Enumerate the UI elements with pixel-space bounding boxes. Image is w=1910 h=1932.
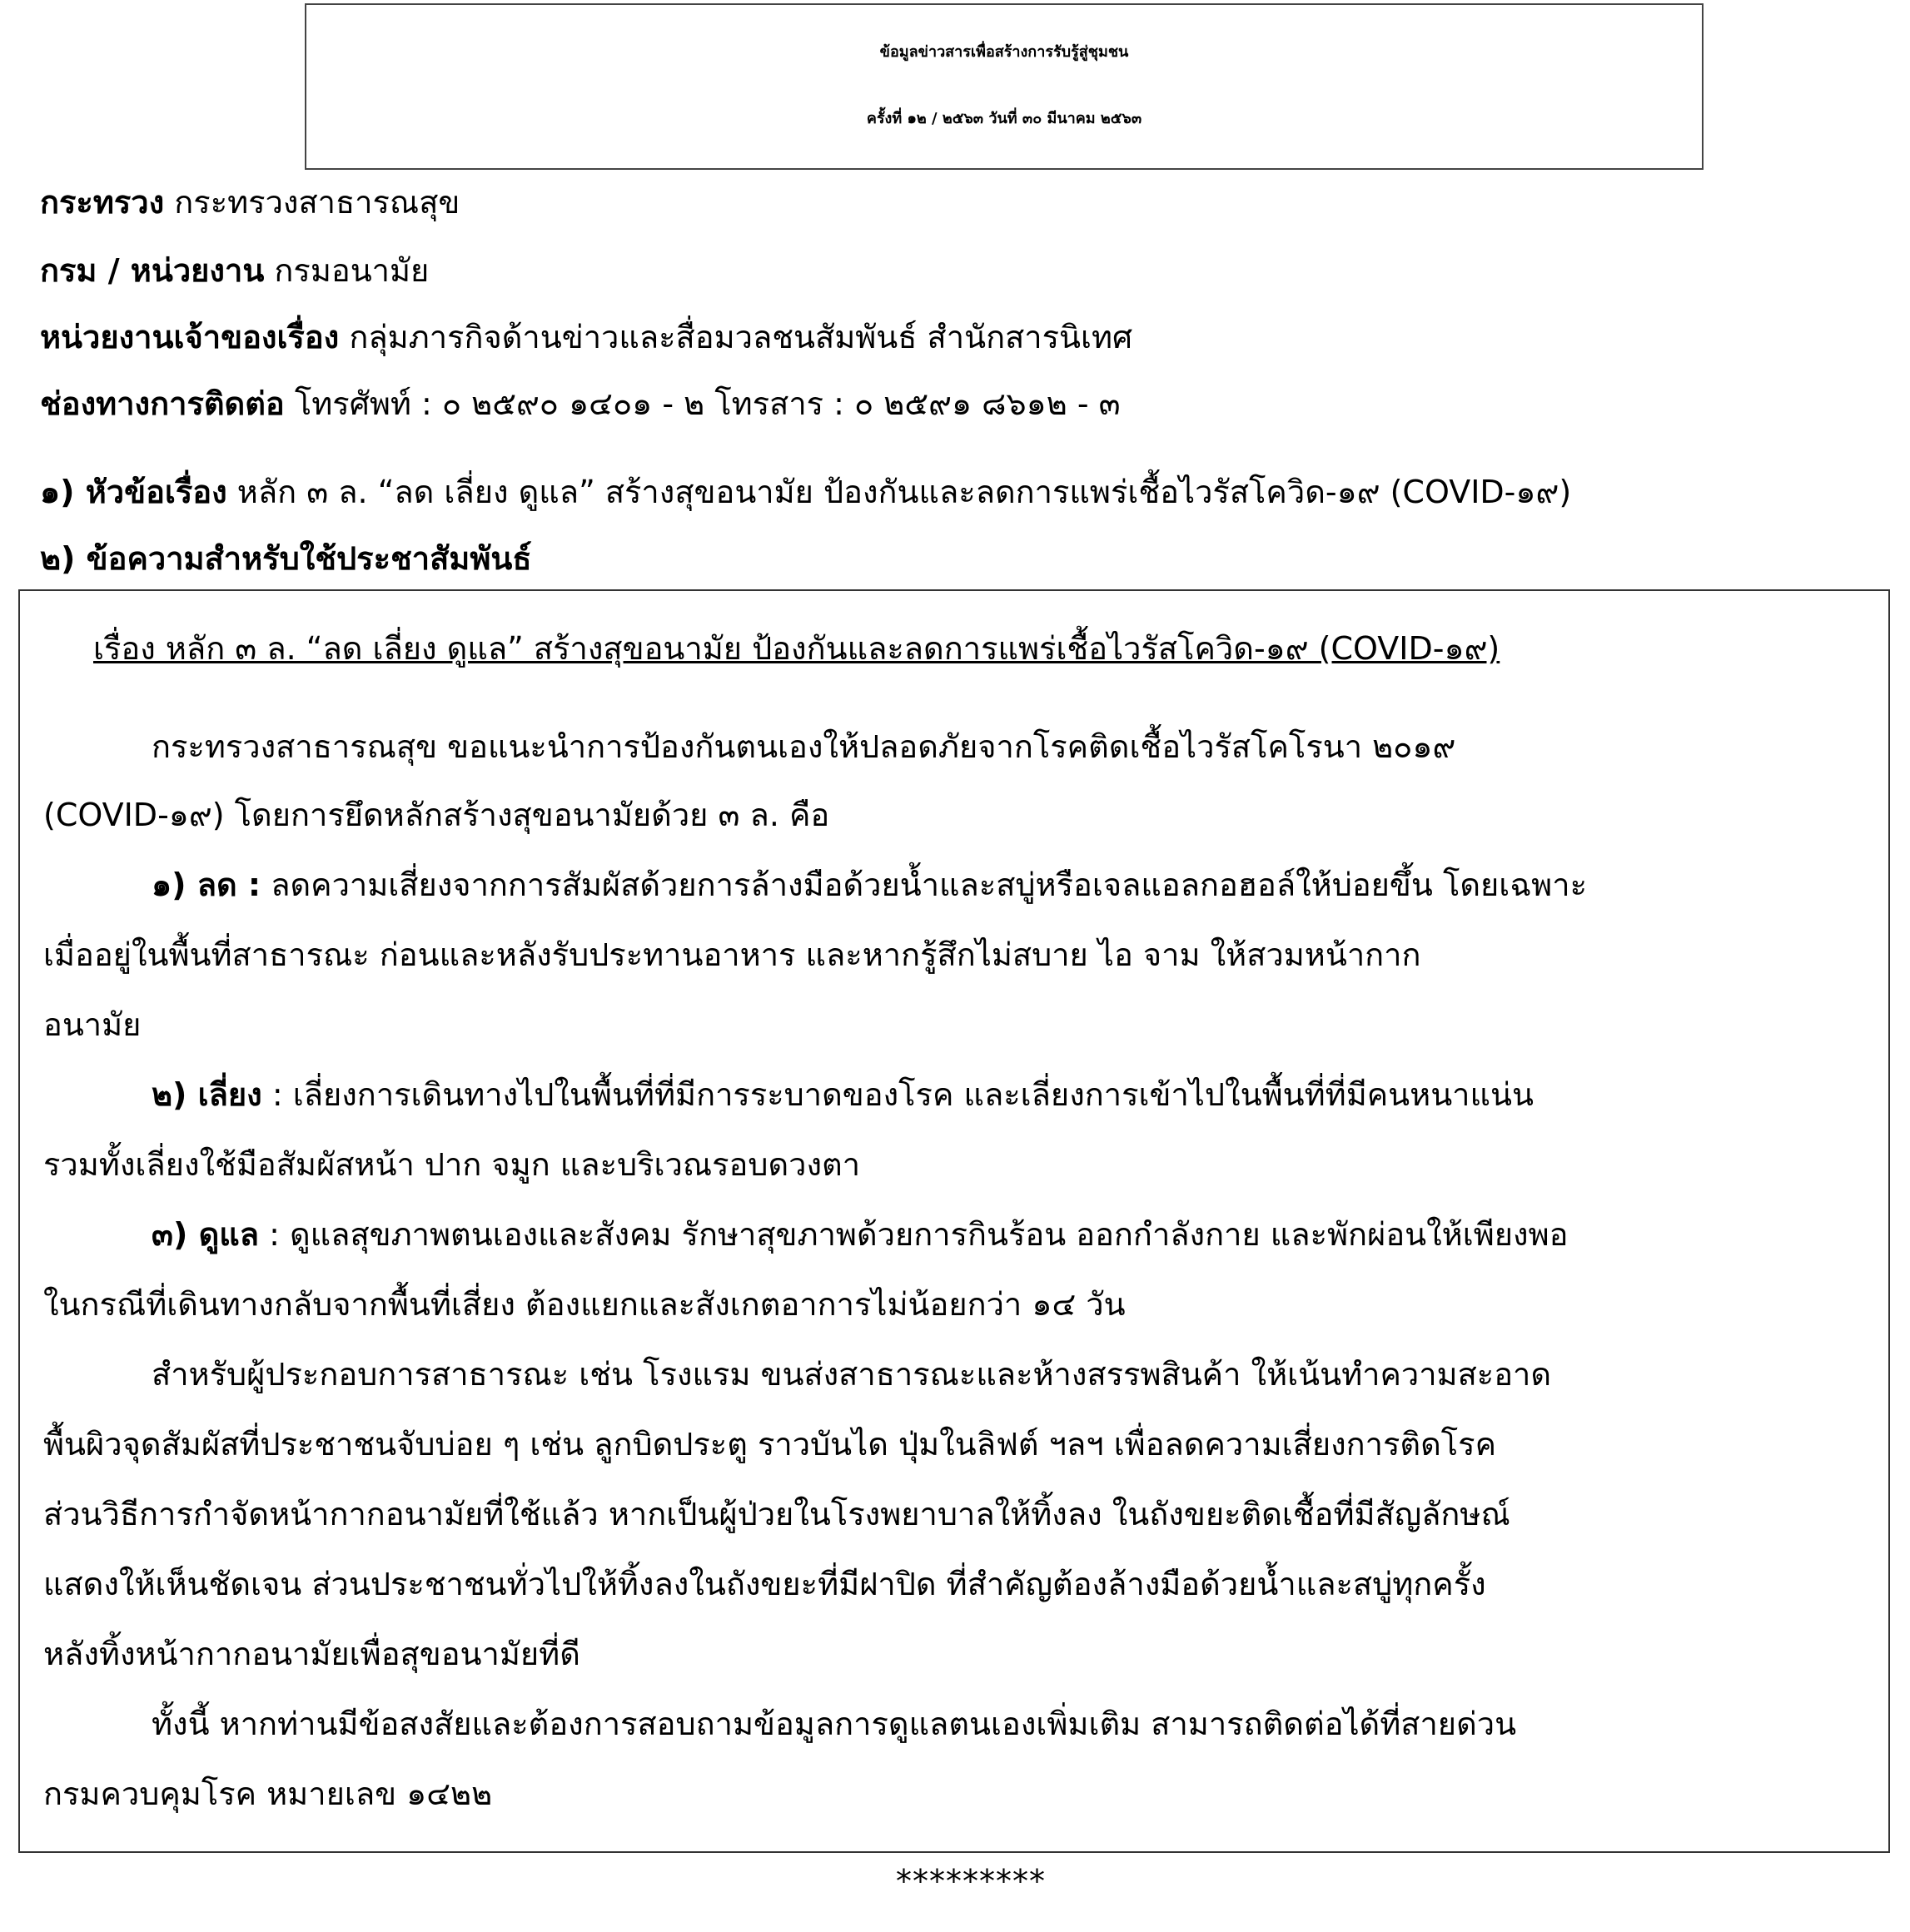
point-3-label: ๓) ดูแล (152, 1216, 260, 1253)
intro-line-1: กระทรวงสาธารณสุข ขอแนะนำการป้องกันตนเองให้ปลอดภัยจากโรคติดเชื้อไวรัสโคโรนา ๒๐๑๙ (152, 728, 1456, 765)
header-issue-date: ครั้งที่ ๑๒ / ๒๕๖๓ วันที่ ๓๐ มีนาคม ๒๕๖๓ (866, 110, 1142, 127)
point-3-text: : ดูแลสุขภาพตนเองและสังคม รักษาสุขภาพด้วยการกินร้อน ออกกำลังกาย และพักผ่อนให้เพียงพอ (259, 1216, 1569, 1253)
point-1-text: ลดความเสี่ยงจากการสัมผัสด้วยการล้างมือด้วยน้ำและสบู่หรือเจลแอลกอฮอล์ให้บ่อยขึ้น โดยเฉพาะ (261, 867, 1587, 903)
meta-department (40, 252, 430, 289)
point-1-label: ๑) ลด : (152, 867, 261, 903)
meta-contact (40, 385, 1121, 422)
point-1-line-2: เมื่ออยู่ในพื้นที่สาธารณะ ก่อนและหลังรับประทานอาหาร และหากรู้สึกไม่สบาย ไอ จาม ให้สวมหน้ากาก (43, 936, 1421, 973)
point-2-label: ๒) เลี่ยง (152, 1076, 262, 1113)
operators-line-5: หลังทิ้งหน้ากากอนามัยเพื่อสุขอนามัยที่ดี (43, 1636, 580, 1672)
meta-topic (40, 476, 1571, 508)
meta-topic-value: หลัก ๓ ล. “ลด เลี่ยง ดูแล” สร้างสุขอนามัย ป้องกันและลดการแพร่เชื้อไวรัสโควิด-๑๙ (COVID-๑๙) (236, 474, 1572, 510)
meta-message (40, 540, 532, 577)
header-title: ข้อมูลข่าวสารเพื่อสร้างการรับรู้สู่ชุมชน (879, 43, 1129, 61)
meta-ministry-label: กระทรวง (40, 184, 165, 221)
operators-line-1: สำหรับผู้ประกอบการสาธารณะ เช่น โรงแรม ขนส่งสาธารณะและห้างสรรพสินค้า ให้เน้นทำความสะอาด (152, 1356, 1552, 1393)
intro-line-2: (COVID-๑๙) โดยการยึดหลักสร้างสุขอนามัยด้วย ๓ ล. คือ (43, 797, 830, 833)
point-1-line-3: อนามัย (43, 1006, 142, 1043)
meta-owner (40, 321, 1132, 353)
meta-ministry (40, 184, 460, 221)
meta-department-label: กรม / หน่วยงาน (40, 252, 265, 289)
meta-contact-label: ช่องทางการติดต่อ (40, 385, 285, 422)
point-2-line-2: รวมทั้งเลี่ยงใช้มือสัมผัสหน้า ปาก จมูก และบริเวณรอบดวงตา (43, 1146, 861, 1183)
press-release-box (18, 589, 1890, 1853)
header-box (305, 3, 1704, 170)
meta-ministry-value: กระทรวงสาธารณสุข (174, 184, 460, 221)
operators-line-4: แสดงให้เห็นชัดเจน ส่วนประชาชนทั่วไปให้ทิ้งลงในถังขยะที่มีฝาปิด ที่สำคัญต้องล้างมือด้วยน้ำและสบู่ทุกครั้ง (43, 1566, 1486, 1602)
operators-line-3: ส่วนวิธีการกำจัดหน้ากากอนามัยที่ใช้แล้ว หากเป็นผู้ป่วยในโรงพยาบาลให้ทิ้งลง ในถังขยะติดเชื้อที่มีสัญลักษณ์ (43, 1496, 1510, 1532)
meta-owner-label: หน่วยงานเจ้าของเรื่อง (40, 319, 340, 355)
meta-owner-value: กลุ่มภารกิจด้านข่าวและสื่อมวลชนสัมพันธ์ สำนักสารนิเทศ (349, 319, 1133, 355)
end-marker: ********* (896, 1863, 1046, 1900)
meta-topic-label: ๑) หัวข้อเรื่อง (40, 474, 227, 510)
point-1-line-1 (152, 869, 1587, 901)
meta-department-value: กรมอนามัย (274, 252, 430, 289)
point-2-line-1 (152, 1076, 1534, 1113)
hotline-line-1: ทั้งนี้ หากท่านมีข้อสงสัยและต้องการสอบถามข้อมูลการดูแลตนเองเพิ่มเติม สามารถติดต่อได้ที่สายด่วน (152, 1706, 1517, 1742)
story-title: เรื่อง หลัก ๓ ล. “ลด เลี่ยง ดูแล” สร้างสุขอนามัย ป้องกันและลดการแพร่เชื้อไวรัสโควิด-๑๙ (COVID-๑๙) (93, 630, 1500, 667)
meta-message-label: ๒) ข้อความสำหรับใช้ประชาสัมพันธ์ (40, 540, 532, 577)
point-3-line-1 (152, 1216, 1569, 1253)
hotline-line-2: กรมควบคุมโรค หมายเลข ๑๔๒๒ (43, 1776, 493, 1812)
point-3-line-2: ในกรณีที่เดินทางกลับจากพื้นที่เสี่ยง ต้องแยกและสังเกตอาการไม่น้อยกว่า ๑๔ วัน (43, 1286, 1126, 1323)
point-2-text: : เลี่ยงการเดินทางไปในพื้นที่ที่มีการระบาดของโรค และเลี่ยงการเข้าไปในพื้นที่ที่มีคนหนาแน่น (261, 1076, 1534, 1113)
meta-contact-value: โทรศัพท์ : ๐ ๒๕๙๐ ๑๔๐๑ - ๒ โทรสาร : ๐ ๒๕๙๑ ๘๖๑๒ - ๓ (294, 385, 1121, 422)
operators-line-2: พื้นผิวจุดสัมผัสที่ประชาชนจับบ่อย ๆ เช่น ลูกบิดประตู ราวบันได ปุ่มในลิฟต์ ฯลฯ เพื่อลดความเสี่ยงการติดโรค (43, 1426, 1497, 1463)
